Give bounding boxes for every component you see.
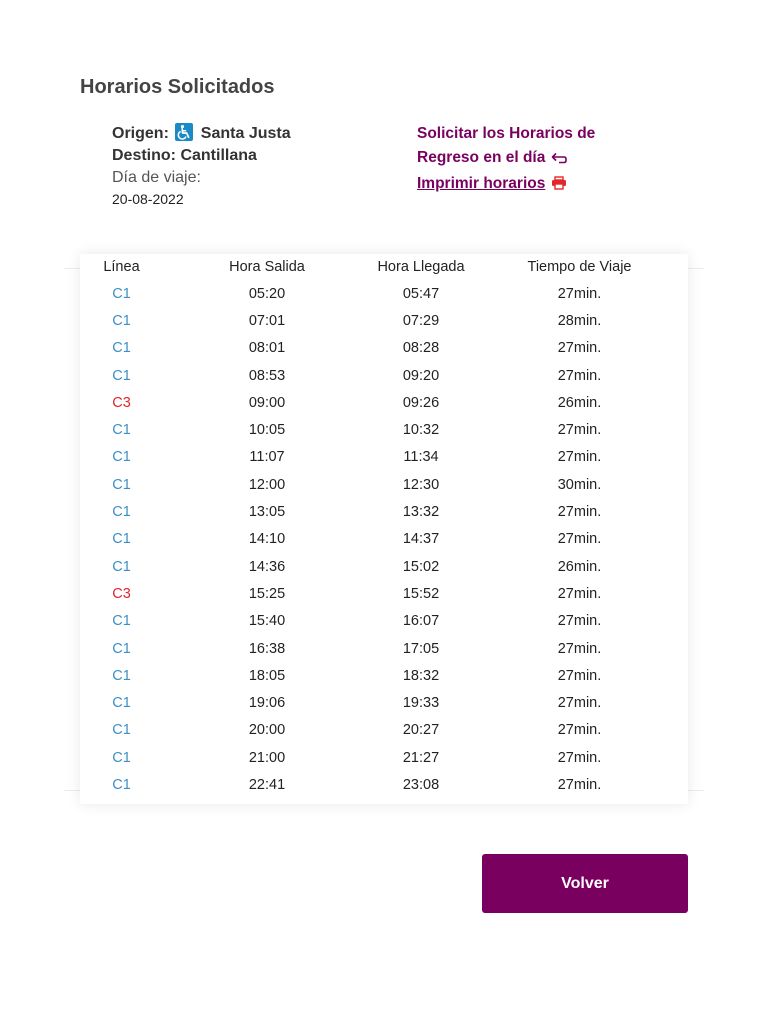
departure-cell: 13:05: [248, 504, 286, 521]
arrival-cell: 15:02: [402, 558, 440, 575]
line-cell: C1: [112, 312, 131, 329]
return-schedule-link[interactable]: [417, 122, 647, 172]
table-row: [80, 280, 688, 307]
duration-cell: 27min.: [557, 340, 602, 357]
line-cell: C1: [112, 722, 131, 739]
arrival-cell: 14:37: [402, 531, 440, 548]
page-title: Horarios Solicitados: [80, 76, 275, 98]
duration-cell: 27min.: [557, 695, 602, 712]
table-row: [80, 362, 688, 389]
departure-cell: 14:10: [248, 531, 286, 548]
destination-value: Cantillana: [180, 147, 257, 164]
trip-info: [112, 123, 392, 209]
table-row: [80, 498, 688, 525]
table-row: [80, 526, 688, 553]
header-arrival: Hora Llegada: [377, 259, 465, 275]
line-cell: C1: [112, 340, 131, 357]
origin-row: [112, 123, 392, 145]
table-header-row: [80, 254, 688, 280]
line-cell: C1: [112, 640, 131, 657]
print-schedule-label: Imprimir horarios: [417, 175, 546, 192]
departure-cell: 15:40: [248, 613, 286, 630]
departure-cell: 05:20: [248, 285, 286, 302]
table-row: [80, 744, 688, 771]
duration-cell: 27min.: [557, 749, 602, 766]
duration-cell: 27min.: [557, 422, 602, 439]
table-row: [80, 389, 688, 416]
arrival-cell: 19:33: [402, 695, 440, 712]
printer-icon: [551, 174, 567, 198]
departure-cell: 20:00: [248, 722, 286, 739]
arrival-cell: 23:08: [402, 776, 440, 793]
table-row: [80, 444, 688, 471]
header-departure: Hora Salida: [229, 259, 305, 275]
duration-cell: 27min.: [557, 613, 602, 630]
departure-cell: 11:07: [249, 449, 285, 466]
departure-cell: 21:00: [248, 749, 286, 766]
origin-label: Origen:: [112, 125, 169, 142]
arrival-cell: 10:32: [402, 422, 440, 439]
departure-cell: 07:01: [248, 312, 286, 329]
table-row: [80, 335, 688, 362]
line-cell: C1: [112, 504, 131, 521]
departure-cell: 16:38: [248, 640, 286, 657]
table-row: [80, 608, 688, 635]
duration-cell: 27min.: [557, 531, 602, 548]
travel-date-label: Día de viaje:: [112, 169, 201, 186]
destination-row: [112, 145, 392, 167]
arrival-cell: 21:27: [402, 749, 440, 766]
table-row: [80, 553, 688, 580]
return-schedule-label: Solicitar los Horarios de Regreso en el día: [417, 125, 596, 166]
line-cell: C1: [112, 367, 131, 384]
schedule-table: [80, 254, 688, 804]
duration-cell: 26min.: [557, 394, 602, 411]
line-cell: C3: [112, 394, 131, 411]
line-cell: C1: [112, 558, 131, 575]
table-row: [80, 307, 688, 334]
print-schedule-link[interactable]: [417, 172, 647, 198]
wheelchair-icon: [175, 123, 193, 141]
line-cell: C1: [112, 531, 131, 548]
arrival-cell: 07:29: [402, 312, 440, 329]
line-cell: C1: [112, 776, 131, 793]
table-row: [80, 416, 688, 443]
table-row: [80, 471, 688, 498]
arrival-cell: 17:05: [402, 640, 440, 657]
arrival-cell: 12:30: [402, 476, 440, 493]
arrival-cell: 11:34: [403, 449, 439, 466]
arrival-cell: 08:28: [402, 340, 440, 357]
arrival-cell: 16:07: [402, 613, 440, 630]
duration-cell: 27min.: [557, 776, 602, 793]
duration-cell: 27min.: [557, 449, 602, 466]
departure-cell: 14:36: [248, 558, 286, 575]
departure-cell: 08:53: [248, 367, 286, 384]
table-row: [80, 771, 688, 798]
line-cell: C1: [112, 749, 131, 766]
duration-cell: 30min.: [557, 476, 602, 493]
departure-cell: 10:05: [248, 422, 286, 439]
table-row: [80, 689, 688, 716]
line-cell: C1: [112, 613, 131, 630]
duration-cell: 27min.: [557, 504, 602, 521]
departure-cell: 15:25: [248, 585, 286, 602]
back-button[interactable]: Volver: [482, 854, 688, 913]
departure-cell: 19:06: [248, 695, 286, 712]
return-arrow-icon: [551, 148, 567, 172]
action-links: [417, 122, 647, 198]
origin-value: Santa Justa: [200, 125, 291, 142]
duration-cell: 27min.: [557, 285, 602, 302]
duration-cell: 27min.: [557, 640, 602, 657]
duration-cell: 27min.: [557, 667, 602, 684]
arrival-cell: 18:32: [402, 667, 440, 684]
departure-cell: 09:00: [248, 394, 286, 411]
table-row: [80, 635, 688, 662]
line-cell: C3: [112, 585, 131, 602]
departure-cell: 08:01: [248, 340, 286, 357]
line-cell: C1: [112, 476, 131, 493]
table-row: [80, 580, 688, 607]
departure-cell: 12:00: [248, 476, 286, 493]
departure-cell: 18:05: [248, 667, 286, 684]
departure-cell: 22:41: [248, 776, 286, 793]
table-row: [80, 662, 688, 689]
arrival-cell: 13:32: [402, 504, 440, 521]
destination-label: Destino:: [112, 147, 176, 164]
arrival-cell: 09:20: [402, 367, 440, 384]
travel-date-value: 20-08-2022: [112, 191, 184, 207]
line-cell: C1: [112, 285, 131, 302]
arrival-cell: 09:26: [402, 394, 440, 411]
table-row: [80, 717, 688, 744]
line-cell: C1: [112, 695, 131, 712]
duration-cell: 28min.: [557, 312, 602, 329]
line-cell: C1: [112, 449, 131, 466]
arrival-cell: 05:47: [402, 285, 440, 302]
arrival-cell: 20:27: [402, 722, 440, 739]
line-cell: C1: [112, 667, 131, 684]
duration-cell: 27min.: [557, 585, 602, 602]
duration-cell: 26min.: [557, 558, 602, 575]
duration-cell: 27min.: [557, 722, 602, 739]
arrival-cell: 15:52: [402, 585, 440, 602]
header-duration: Tiempo de Viaje: [527, 259, 632, 275]
line-cell: C1: [112, 422, 131, 439]
header-line: Línea: [103, 259, 140, 275]
duration-cell: 27min.: [557, 367, 602, 384]
